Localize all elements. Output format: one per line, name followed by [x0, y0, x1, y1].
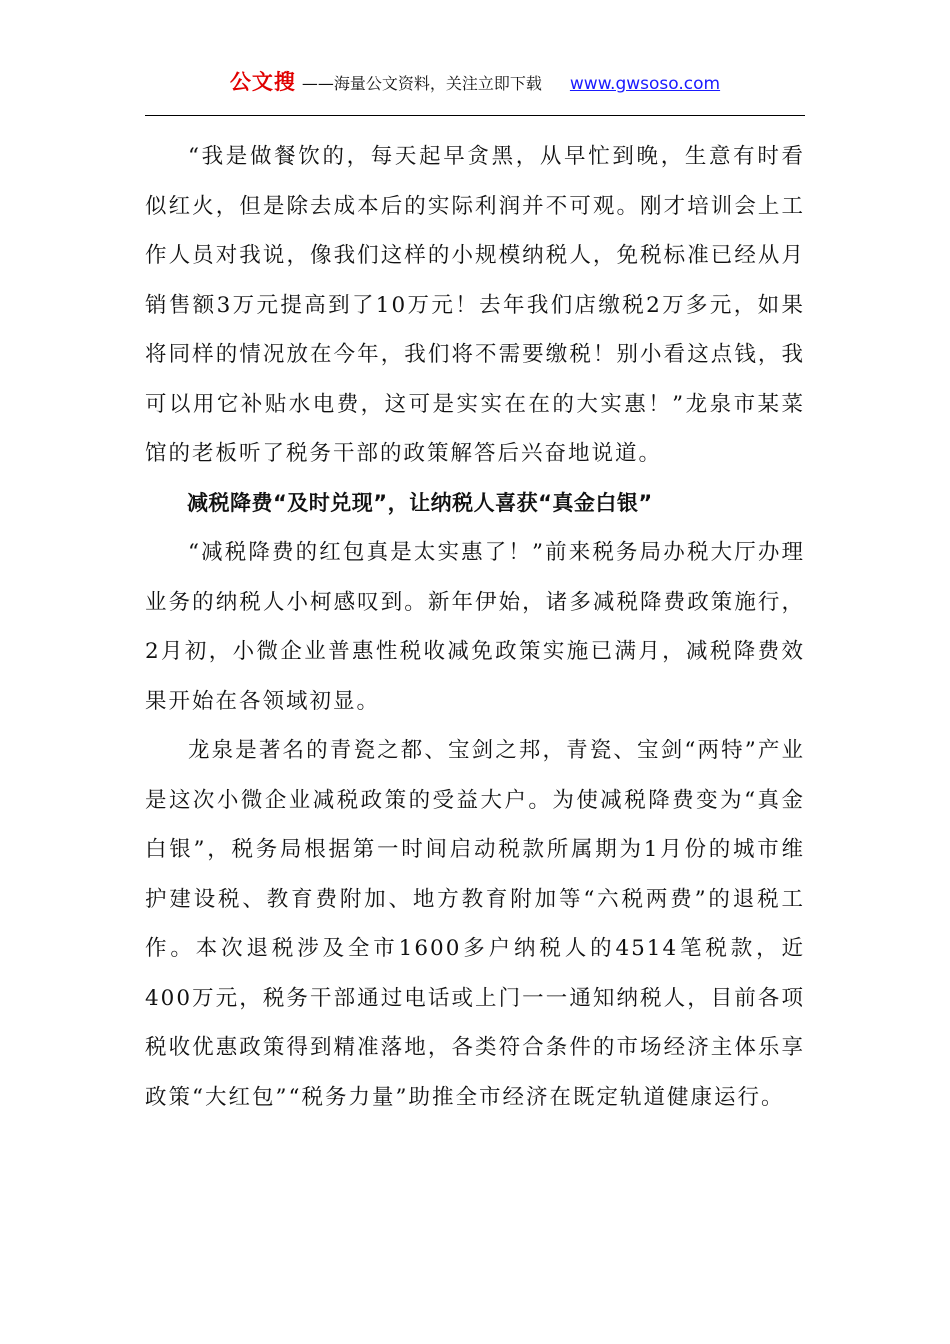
- header-divider: [145, 115, 805, 116]
- article-body: [145, 132, 805, 1122]
- section-heading: 减税降费“及时兑现”，让纳税人喜获“真金白银”: [187, 490, 653, 515]
- page-header: [145, 66, 805, 106]
- paragraph-1: “我是做餐饮的，每天起早贪黑，从早忙到晚，生意有时看似红火，但是除去成本后的实际利润并不可观。刚才培训会上工作人员对我说，像我们这样的小规模纳税人，免税标准已经从月销售额3万元提高到了10万元！去年我们店缴税2万多元，如果将同样的情况放在今年，我们将不需要缴税！别小看这点钱，我可以用它补贴水电费，这可是实实在在的大实惠！”龙泉市某菜馆的老板听了税务干部的政策解答后兴奋地说道。: [145, 144, 805, 466]
- brand-logo-text: 公文搜: [229, 70, 296, 94]
- header-tagline: ——海量公文资料，关注立即下载: [301, 74, 542, 93]
- paragraph-2: “减税降费的红包真是太实惠了！”前来税务局办税大厅办理业务的纳税人小柯感叹到。新年伊始，诸多减税降费政策施行，2月初，小微企业普惠性税收减免政策实施已满月，减税降费效果开始在各领域初显。: [145, 540, 805, 714]
- paragraph-3: 龙泉是著名的青瓷之都、宝剑之邦，青瓷、宝剑“两特”产业是这次小微企业减税政策的受益大户。为使减税降费变为“真金白银”，税务局根据第一时间启动税款所属期为1月份的城市维护建设税、教育费附加、地方教育附加等“六税两费”的退税工作。本次退税涉及全市1600多户纳税人的4514笔税款，近400万元，税务干部通过电话或上门一一通知纳税人，目前各项税收优惠政策得到精准落地，各类符合条件的市场经济主体乐享政策“大红包”“税务力量”助推全市经济在既定轨道健康运行。: [145, 738, 805, 1110]
- website-link[interactable]: www.gwsoso.com: [569, 74, 721, 94]
